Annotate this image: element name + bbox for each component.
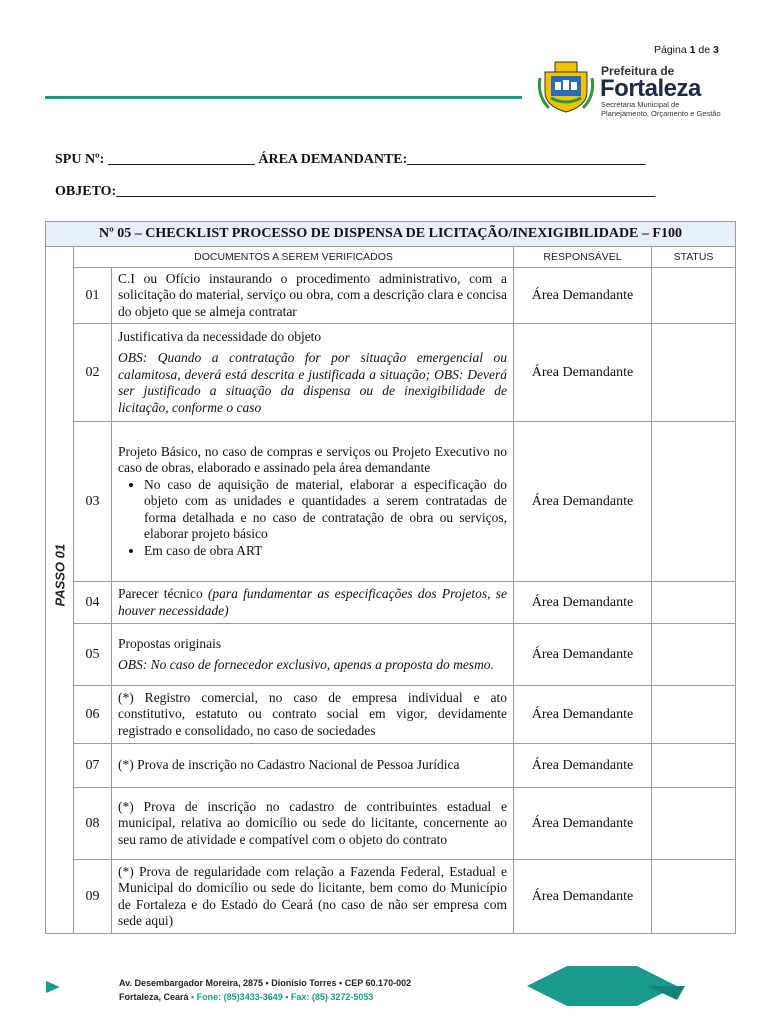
row-description <box>112 422 514 582</box>
logo-line3: Secretaria Municipal de Planejamento, Orçamento e Gestão <box>601 100 721 118</box>
row-bullets <box>118 477 507 560</box>
status-cell[interactable] <box>652 860 736 934</box>
row-responsible: Área Demandante <box>514 860 652 934</box>
col-header-status: STATUS <box>652 247 736 268</box>
table-row <box>46 860 736 934</box>
row-description <box>112 324 514 422</box>
page-number: Página 1 de 3 <box>654 44 719 56</box>
spu-field[interactable]: SPU Nº: _____________________ ÁREA DEMANDANTE:__________________________________ <box>55 152 646 167</box>
row-responsible: Área Demandante <box>514 624 652 686</box>
row-text: Parecer técnico <box>118 586 208 601</box>
checklist-table <box>45 221 736 934</box>
table-title: Nº 05 – CHECKLIST PROCESSO DE DISPENSA DE LICITAÇÃO/INEXIGIBILIDADE – F100 <box>46 222 736 247</box>
row-responsible: Área Demandante <box>514 686 652 744</box>
status-cell[interactable] <box>652 582 736 624</box>
row-number: 07 <box>74 744 112 788</box>
table-row <box>46 422 736 582</box>
col-header-resp: RESPONSÁVEL <box>514 247 652 268</box>
row-responsible: Área Demandante <box>514 582 652 624</box>
row-number: 02 <box>74 324 112 422</box>
bullet-item: • No caso de aquisição de material, elaborar a especificação do objeto com as unidades e quantidades a serem contratadas de forma detalhada e no caso de contratação de obra ou serviços, elaborar projeto básico <box>144 477 507 543</box>
footer-address <box>119 976 411 1004</box>
status-cell[interactable] <box>652 268 736 324</box>
row-number: 09 <box>74 860 112 934</box>
status-cell[interactable] <box>652 624 736 686</box>
row-number: 04 <box>74 582 112 624</box>
table-row <box>46 324 736 422</box>
row-description: (*) Prova de inscrição no cadastro de contribuintes estadual e municipal, relativa ao domicílio ou sede do licitante, concernente ao seu ramo de atividade e compatível com o objeto do contrato <box>112 788 514 860</box>
row-text: Propostas originais <box>118 635 222 651</box>
row-text: Justificativa da necessidade do objeto <box>118 328 322 344</box>
row-description <box>112 582 514 624</box>
row-description: (*) Registro comercial, no caso de empresa individual e ato constitutivo, estatuto ou contrato social em vigor, devidamente registrado e consolidado, no caso de sociedades <box>112 686 514 744</box>
objeto-field[interactable]: OBJETO:_____________________________________________________________________________ <box>55 184 656 199</box>
footer-arrow-icon <box>46 981 60 993</box>
row-responsible: Área Demandante <box>514 422 652 582</box>
col-header-docs: DOCUMENTOS A SEREM VERIFICADOS <box>74 247 514 268</box>
row-number: 01 <box>74 268 112 324</box>
coat-of-arms-icon <box>537 58 595 114</box>
row-responsible: Área Demandante <box>514 744 652 788</box>
table-row <box>46 624 736 686</box>
header-divider <box>45 96 522 99</box>
row-obs: OBS: Quando a contratação for por situação emergencial ou calamitosa, deverá está descrita e justificada a situação; OBS: Deverá ser justificado a situação da dispensa ou de inexigibilidade de licitação, conforme o caso <box>118 350 507 415</box>
row-text: Projeto Básico, no caso de compras e serviços ou Projeto Executivo no caso de obras, elaborado e assinado pela área demandante <box>118 443 507 476</box>
logo-line2: Fortaleza <box>600 75 701 102</box>
row-number: 08 <box>74 788 112 860</box>
row-description: (*) Prova de regularidade com relação a Fazenda Federal, Estadual e Municipal do domicílio ou sede do licitante, bem como do Município de Fortaleza e do Estado do Ceará (no caso de não ser empresa com sede aqui) <box>112 860 514 934</box>
footer-phones: • Fone: (85)3433-3649 • Fax: (85) 3272-5053 <box>188 992 374 1002</box>
step-label: PASSO 01 <box>52 543 68 607</box>
status-cell[interactable] <box>652 744 736 788</box>
status-cell[interactable] <box>652 686 736 744</box>
row-description: (*) Prova de inscrição no Cadastro Nacional de Pessoa Jurídica <box>112 744 514 788</box>
prefeitura-logo <box>537 58 721 118</box>
row-responsible: Área Demandante <box>514 268 652 324</box>
status-cell[interactable] <box>652 788 736 860</box>
table-row <box>46 686 736 744</box>
table-row <box>46 582 736 624</box>
table-row <box>46 268 736 324</box>
table-row <box>46 744 736 788</box>
row-description <box>112 624 514 686</box>
footer-city: Fortaleza, Ceará <box>119 992 189 1002</box>
row-obs: OBS: No caso de fornecedor exclusivo, apenas a proposta do mesmo. <box>118 657 494 672</box>
row-italic: (para fundamentar as especificações dos Projetos, se houver necessidade) <box>118 586 507 618</box>
footer-decoration-icon <box>527 966 687 1006</box>
footer-line1: Av. Desembargador Moreira, 2875 • Dionísio Torres • CEP 60.170-002 <box>119 978 412 988</box>
footer-line2 <box>119 990 411 1004</box>
table-row <box>46 788 736 860</box>
row-responsible: Área Demandante <box>514 324 652 422</box>
step-column <box>46 247 74 934</box>
bullet-item: • Em caso de obra ART <box>144 543 507 560</box>
row-responsible: Área Demandante <box>514 788 652 860</box>
row-description: C.I ou Ofício instaurando o procedimento administrativo, com a solicitação do material, serviço ou obra, com a descrição clara e concisa do objeto que se almeja contratar <box>112 268 514 324</box>
status-cell[interactable] <box>652 422 736 582</box>
row-number: 06 <box>74 686 112 744</box>
row-number: 03 <box>74 422 112 582</box>
status-cell[interactable] <box>652 324 736 422</box>
row-number: 05 <box>74 624 112 686</box>
logo-line1: Prefeitura de <box>601 64 675 78</box>
